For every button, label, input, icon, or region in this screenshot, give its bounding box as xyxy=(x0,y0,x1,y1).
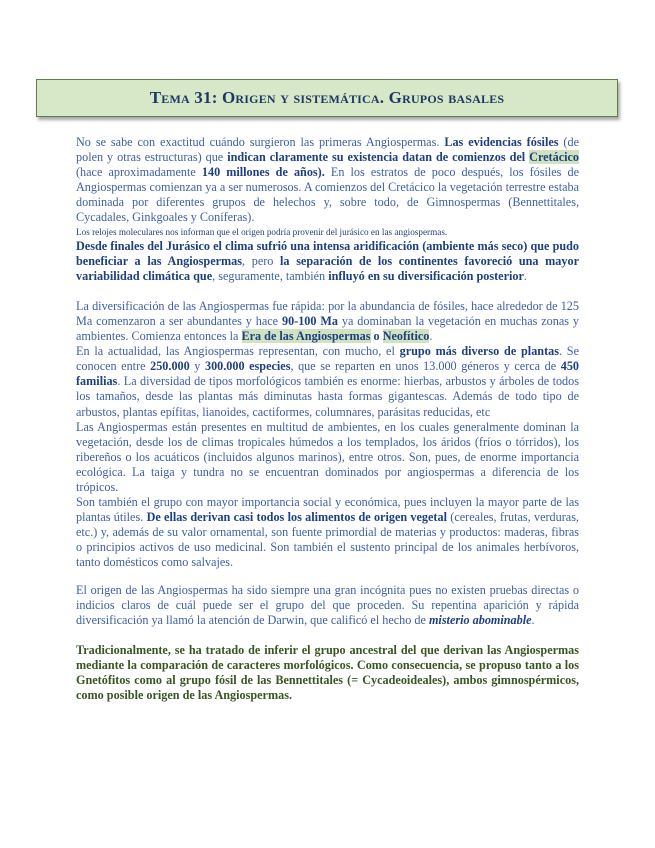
bold-span: 250.000 xyxy=(150,359,190,374)
text-span: (de polen y otras estructuras) que xyxy=(76,135,579,165)
text-span: En los estratos de poco después, los fósiles de Angiospermas comienzan ya a ser numerosos. A comienzos del Cretácico la vegetación terrestre estaba dominada por diferentes grupos de helechos y, sobre todo, de Gimnospermas (Bennettitales, Cycadales, Ginkgoales y Coníferas). xyxy=(76,165,579,225)
paragraph-climate xyxy=(76,239,579,284)
text-span: . La diversidad de tipos morfológicos también es enorme: hierbas, arbustos y árboles de todos los tamaños, desde las plantas más diminutas hasta formas gigantescas. Además de todo tipo de arbustos, plantas epífitas, lianoides, cactiformes, columnares, parásitas reducidas, etc xyxy=(76,374,579,419)
bold-span: grupo más diverso de plantas xyxy=(399,344,559,359)
small-note: Los relojes moleculares nos informan que el origen podría provenir del jurásico en las angiospermas. xyxy=(76,226,448,237)
text-span: y xyxy=(189,359,205,374)
spacer xyxy=(76,284,579,299)
text-span: La diversificación de las Angiospermas fue rápida: por la abundancia de fósiles, hace alrededor de 125 Ma comenzaron a ser abundantes y hace xyxy=(76,298,579,328)
bold-span: o xyxy=(370,329,383,344)
spacer xyxy=(76,628,579,643)
text-span: . xyxy=(523,268,527,283)
paragraph-environments: Las Angiospermas están presentes en multitud de ambientes, en los cuales generalmente dominan la vegetación, desde los de climas tropicales húmedos a los templados, los áridos (fríos o tórridos), los ribereños o los acuáticos (incluidos algunos marinos), entre otros. Son, pues, de enorme importancia ecológica. La taiga y tundra no se encuentran dominados por angiospermas a diferencia de los trópicos. xyxy=(76,419,579,494)
document-body xyxy=(76,135,579,703)
paragraph-mystery xyxy=(76,583,579,628)
bold-span: De ellas derivan casi todos los alimentos de origen vegetal xyxy=(146,510,447,525)
text-span: , seguramente, también xyxy=(212,268,329,283)
highlight-span: Cretácico xyxy=(529,150,579,165)
text-span: Son también el grupo con mayor importancia social y económica, pues incluyen la mayor parte de las plantas útiles. xyxy=(76,495,579,525)
bold-span: 90-100 Ma xyxy=(281,313,338,328)
spacer xyxy=(76,571,579,583)
text-span: . xyxy=(531,612,535,627)
paragraph-importance xyxy=(76,495,579,570)
bold-span: 140 millones de años). xyxy=(201,165,325,180)
bold-span: Desde finales del Jurásico el clima sufrió una intensa aridificación (ambiente más seco) que pudo beneficiar a las Angiospermas xyxy=(76,238,579,268)
bold-span: Las evidencias fósiles xyxy=(444,135,559,149)
text-span: En la actualidad, las Angiospermas representan, con mucho, el xyxy=(76,344,400,359)
text-span: , que se reparten en unos 13.000 géneros y cerca de xyxy=(290,359,561,374)
text-span: (hace aproximadamente xyxy=(76,165,202,180)
paragraph-origin xyxy=(76,135,579,226)
page-title: Tema 31: Origen y sistemática. Grupos basales xyxy=(149,88,505,107)
text-span: ya dominaban la vegetación en muchas zonas y ambientes. Comienza entonces la xyxy=(76,313,580,344)
bold-span: influyó en su diversificación posterior xyxy=(328,268,524,283)
title-box xyxy=(36,79,618,117)
paragraph-diversification xyxy=(76,299,579,344)
highlight-span: Era de las Angiospermas xyxy=(241,329,371,344)
text-span: El origen de las Angiospermas ha sido siempre una gran incógnita pues no existen pruebas directas o indicios claros de cuál puede ser el grupo del que proceden. Su repentina aparición y rápida diversificación ya llamó la atención de Darwin, que calificó el hecho de xyxy=(76,582,579,627)
text-span: , pero xyxy=(242,253,281,268)
highlight-span: Neofítico xyxy=(382,329,430,344)
italic-bold-span: misterio abominable xyxy=(428,612,532,627)
bold-span: la separación de los continentes favoreció una mayor variabilidad climática que xyxy=(76,253,579,283)
text-span: . Se conocen entre xyxy=(76,344,579,374)
text-span: (cereales, frutas, verduras, etc.) y, además de su valor ornamental, son fuente primordial de materias y productos: maderas, fibras o principios activos de uso medicinal. Son también el sustento principal de los animales herbívoros, tanto domésticos como salvajes. xyxy=(76,510,579,570)
paragraph-diversity xyxy=(76,344,579,419)
text-span: No se sabe con exactitud cuándo surgieron las primeras Angiospermas. xyxy=(76,135,445,149)
bold-span: 300.000 especies xyxy=(204,359,291,374)
text-span: . xyxy=(429,329,433,344)
bold-span: 450 familias xyxy=(76,359,580,389)
bold-span: indican claramente su existencia datan de comienzos del xyxy=(227,150,526,165)
paragraph-traditional: Tradicionalmente, se ha tratado de inferir el grupo ancestral del que derivan las Angiospermas mediante la comparación de caracteres morfológicos. Como consecuencia, se propuso tanto a los Gnetófitos como al grupo fósil de las Bennettitales (= Cycadeoideales), ambos gimnospérmicos, como posible origen de las Angiospermas. xyxy=(76,642,579,703)
